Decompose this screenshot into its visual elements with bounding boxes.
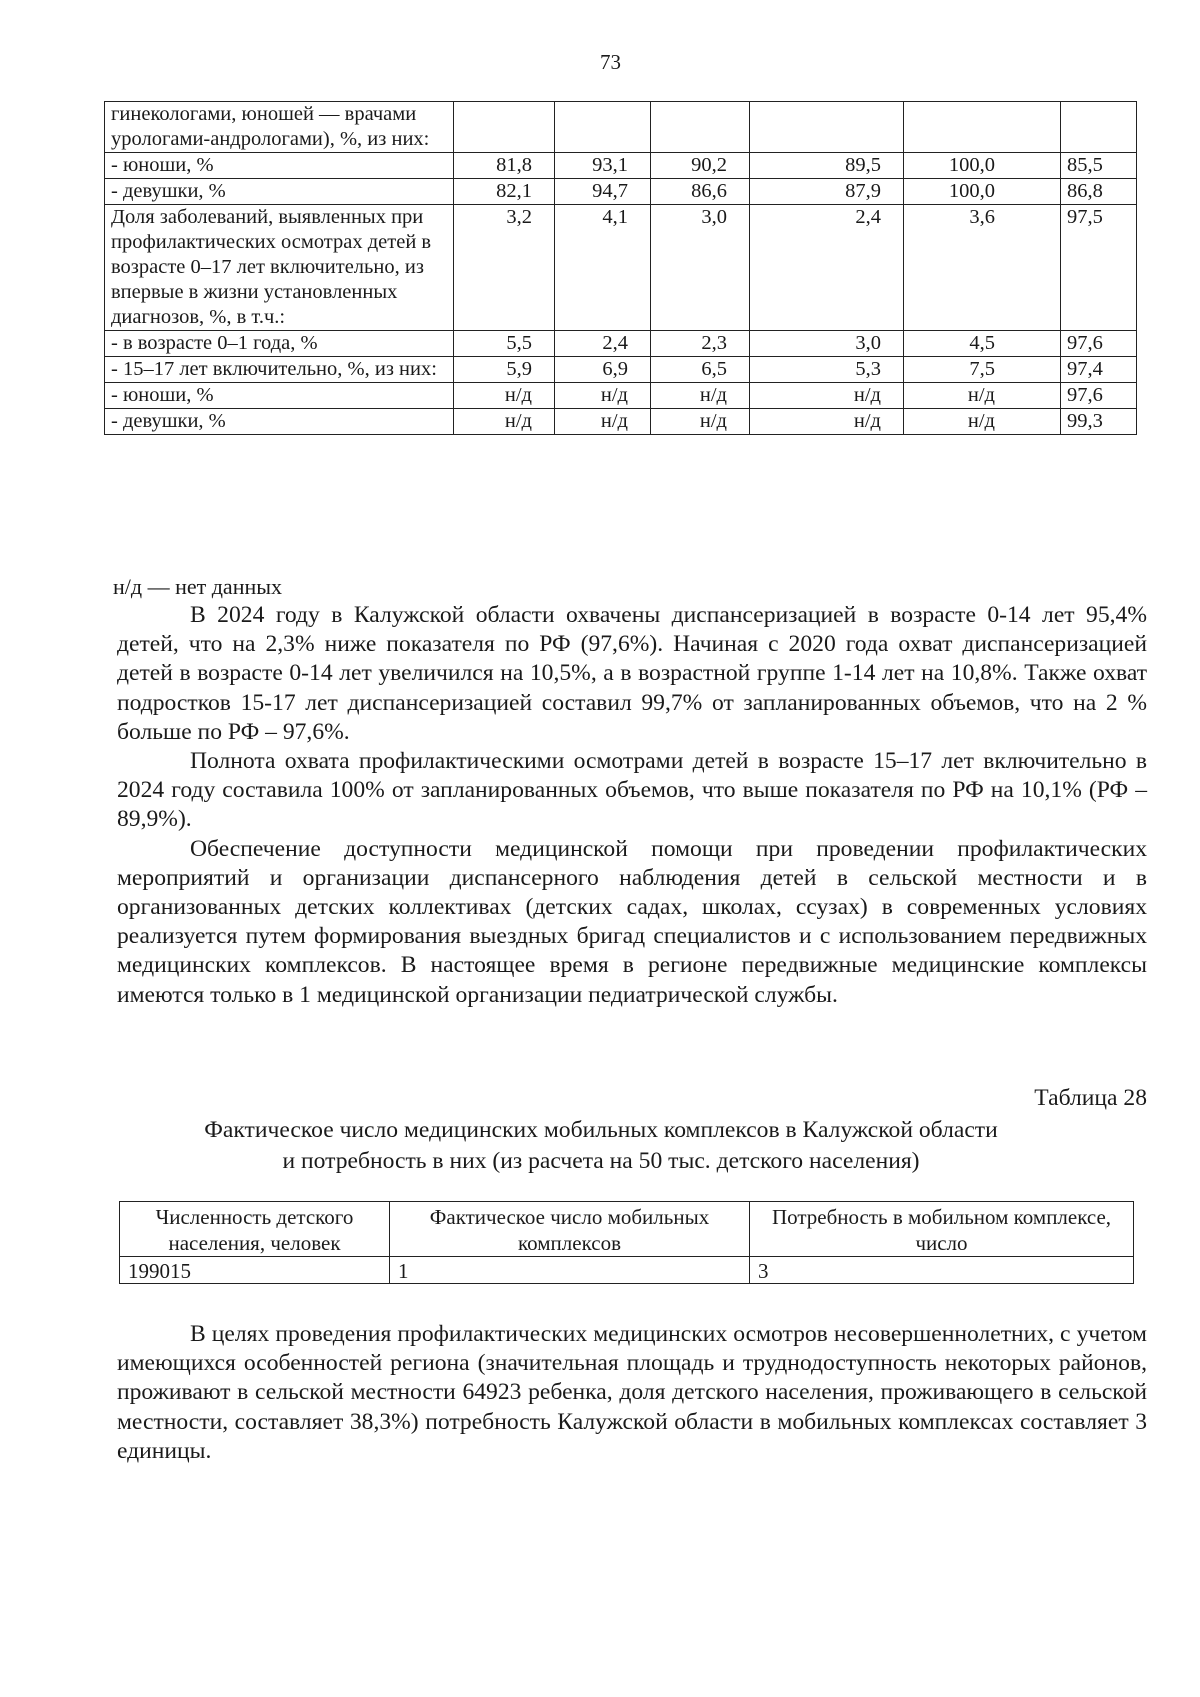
table-row: [105, 409, 1137, 435]
table-cell: 199015: [120, 1257, 390, 1284]
table-cell: 5,5: [454, 331, 555, 357]
table-cell: 97,6: [1061, 331, 1137, 357]
table-cell: н/д: [750, 383, 904, 409]
table-row: [120, 1257, 1134, 1284]
table-row: [105, 153, 1137, 179]
table-cell: 100,0: [904, 179, 1061, 205]
table-cell: 5,9: [454, 357, 555, 383]
table-cell: 97,6: [1061, 383, 1137, 409]
table-cell: 3,0: [750, 331, 904, 357]
table-caption: Таблица 28: [1034, 1085, 1147, 1111]
table-cell: 6,9: [555, 357, 651, 383]
row-label: - девушки, %: [105, 179, 454, 205]
table-row: [105, 179, 1137, 205]
table-cell: 87,9: [750, 179, 904, 205]
table-cell: н/д: [904, 383, 1061, 409]
table-cell: [555, 102, 651, 153]
table-cell: 4,5: [904, 331, 1061, 357]
table-cell: н/д: [904, 409, 1061, 435]
table-cell: [904, 102, 1061, 153]
row-label: - юноши, %: [105, 383, 454, 409]
table-cell: 1: [390, 1257, 750, 1284]
table-cell: 97,4: [1061, 357, 1137, 383]
table-cell: 93,1: [555, 153, 651, 179]
table-header-cell: Численность детского населения, человек: [120, 1202, 390, 1257]
table-cell: 97,5: [1061, 205, 1137, 331]
row-label: - юноши, %: [105, 153, 454, 179]
table-header-cell: Фактическое число мобильных комплексов: [390, 1202, 750, 1257]
table-cell: 100,0: [904, 153, 1061, 179]
table-title: [117, 1115, 1085, 1177]
row-label: гинекологами, юношей — врачами урологами-андрологами), %, из них:: [105, 102, 454, 153]
row-label: - 15–17 лет включительно, %, из них:: [105, 357, 454, 383]
table-cell: 81,8: [454, 153, 555, 179]
table-row: [105, 357, 1137, 383]
table-header-cell: Потребность в мобильном комплексе, число: [750, 1202, 1134, 1257]
table-cell: 86,8: [1061, 179, 1137, 205]
table-cell: [651, 102, 750, 153]
table-row: [105, 331, 1137, 357]
table-cell: 2,4: [555, 331, 651, 357]
table-cell: 99,3: [1061, 409, 1137, 435]
row-label: - в возрасте 0–1 года, %: [105, 331, 454, 357]
table-header-row: [120, 1202, 1134, 1257]
table-cell: 89,5: [750, 153, 904, 179]
table-cell: [1061, 102, 1137, 153]
paragraph: В целях проведения профилактических медицинских осмотров несовершеннолетних, с учетом имеющихся особенностей региона (значительная площадь и труднодоступность некоторых районов, проживают в сельской местности 64923 ребенка, доля детского населения, проживающего в сельской местности, составляет 38,3%) потребность Калужской области в мобильных комплексах составляет 3 единицы.: [117, 1321, 1147, 1464]
table-cell: 2,4: [750, 205, 904, 331]
table-cell: н/д: [750, 409, 904, 435]
table-cell: 5,3: [750, 357, 904, 383]
paragraph: В 2024 году в Калужской области охвачены диспансеризацией в возрасте 0-14 лет 95,4% детей, что на 2,3% ниже показателя по РФ (97,6%). Начиная с 2020 года охват диспансеризацией детей в возрасте 0-14 лет увеличился на 10,5%, а в возрастной группе 1-14 лет на 10,8%. Также охват подростков 15-17 лет диспансеризацией составил 99,7% от запланированных объемов, что на 2 % больше по РФ – 97,6%.: [117, 602, 1147, 745]
table-cell: 85,5: [1061, 153, 1137, 179]
table-cell: 2,3: [651, 331, 750, 357]
table-title-line: Фактическое число медицинских мобильных комплексов в Калужской области: [204, 1117, 998, 1143]
text-block-2: [117, 1320, 1147, 1466]
table-cell: 90,2: [651, 153, 750, 179]
table-cell: 3: [750, 1257, 1134, 1284]
table-cell: н/д: [555, 383, 651, 409]
table-cell: 3,0: [651, 205, 750, 331]
table-cell: 4,1: [555, 205, 651, 331]
indicators-table: [104, 101, 1137, 435]
text-block-1: [117, 601, 1147, 1010]
table-cell: 3,2: [454, 205, 555, 331]
table-cell: 82,1: [454, 179, 555, 205]
table-cell: 86,6: [651, 179, 750, 205]
paragraph: Обеспечение доступности медицинской помощи при проведении профилактических мероприятий и организации диспансерного наблюдения детей в сельской местности и в организованных детских коллективах (детских садах, школах, ссузах) в современных условиях реализуется путем формирования выездных бригад специалистов и с использованием передвижных медицинских комплексов. В настоящее время в регионе передвижные медицинские комплексы имеются только в 1 медицинской организации педиатрической службы.: [117, 835, 1147, 1008]
table-cell: [454, 102, 555, 153]
table-cell: 94,7: [555, 179, 651, 205]
table-cell: н/д: [454, 409, 555, 435]
abbreviation-note: н/д — нет данных: [113, 574, 283, 599]
mobile-complex-table: [119, 1201, 1134, 1284]
table-cell: [750, 102, 904, 153]
table-cell: 6,5: [651, 357, 750, 383]
table-cell: н/д: [555, 409, 651, 435]
page-number: 73: [600, 50, 621, 74]
table-row: [105, 205, 1137, 331]
table-cell: н/д: [651, 409, 750, 435]
table-title-line: и потребность в них (из расчета на 50 тыс. детского населения): [282, 1148, 920, 1174]
table-row: [105, 102, 1137, 153]
row-label: Доля заболеваний, выявленных при профилактических осмотрах детей в возрасте 0–17 лет включительно, из впервые в жизни установленных диагнозов, %, в т.ч.:: [105, 205, 454, 331]
paragraph: Полнота охвата профилактическими осмотрами детей в возрасте 15–17 лет включительно в 2024 году составила 100% от запланированных объемов, что выше показателя по РФ на 10,1% (РФ – 89,9%).: [117, 748, 1147, 833]
table-cell: 3,6: [904, 205, 1061, 331]
table-cell: н/д: [454, 383, 555, 409]
table-row: [105, 383, 1137, 409]
table-cell: 7,5: [904, 357, 1061, 383]
row-label: - девушки, %: [105, 409, 454, 435]
table-cell: н/д: [651, 383, 750, 409]
